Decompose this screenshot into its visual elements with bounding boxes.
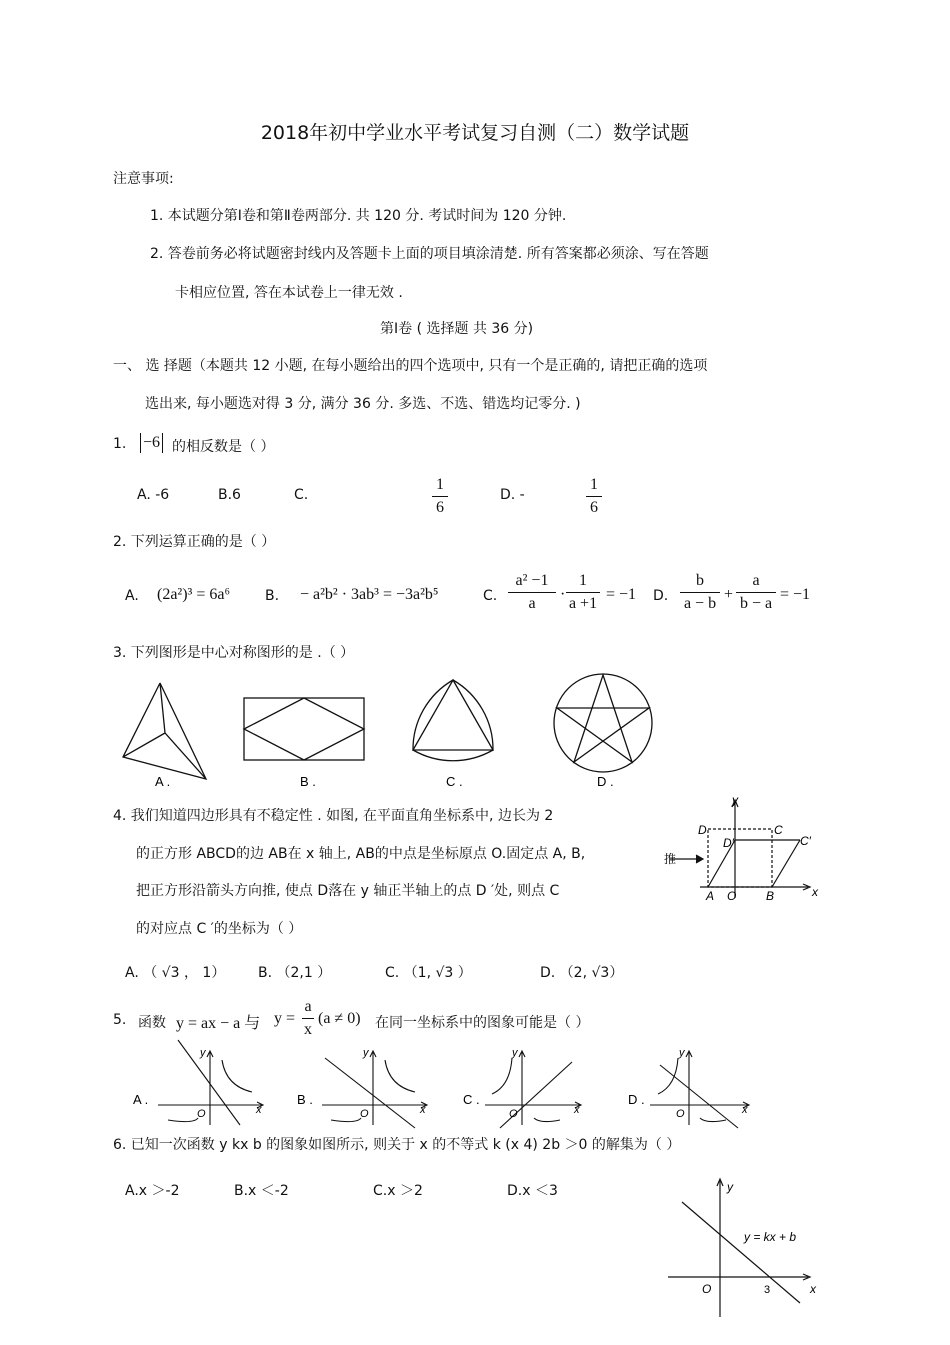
q5-func-1: y = ax − a 与 xyxy=(176,1015,261,1032)
q5-b-x: x xyxy=(420,1104,426,1116)
page-title: 2018年初中学业水平考试复习自测（二）数学试题 xyxy=(260,122,690,144)
q5-d-x: x xyxy=(742,1104,748,1116)
q6-option-b: B.x ＜-2 xyxy=(234,1183,289,1199)
q5-figure-b xyxy=(322,1051,427,1128)
q4-fig-x: x xyxy=(812,885,818,899)
q2-stem: 2. 下列运算正确的是（ ） xyxy=(113,534,276,550)
q5-label-c: C . xyxy=(463,1092,480,1107)
q2-option-b-label: B. xyxy=(265,588,280,604)
q4-figure xyxy=(660,790,840,910)
q1-option-d-fraction: 1 6 xyxy=(586,476,602,517)
q1-stem: 的相反数是（ ） xyxy=(172,439,275,455)
q1-option-a: A. -6 xyxy=(137,487,170,503)
q5-pre: 函数 xyxy=(138,1015,166,1031)
q3-label-b: B . xyxy=(300,774,316,789)
q4-fig-o: O xyxy=(727,889,737,903)
q4-line-3: 把正方形沿箭头方向推, 使点 D落在 y 轴正半轴上的点 D ′处, 则点 C xyxy=(136,883,560,899)
q3-label-c: C . xyxy=(446,774,463,789)
q5-post: 在同一坐标系中的图象可能是（ ） xyxy=(375,1015,590,1031)
q3-figure-d-star xyxy=(557,675,649,762)
q5-b-y: y xyxy=(363,1047,369,1059)
q3-figure-a xyxy=(123,683,206,779)
q6-fig-o: O xyxy=(702,1282,712,1296)
q2-option-c-rhs: = −1 xyxy=(606,586,637,603)
q6-fig-y: y xyxy=(727,1180,733,1194)
q2-option-c-dot: · xyxy=(560,586,566,603)
q5-d-y: y xyxy=(679,1047,685,1059)
q4-fig-a: A xyxy=(706,889,715,903)
q5-label-b: B . xyxy=(297,1092,313,1107)
q1-option-c-fraction: 1 6 xyxy=(432,476,448,517)
notice-item-2b: 卡相应位置, 答在本试卷上一律无效 . xyxy=(175,285,403,301)
q4-fig-push: 推 xyxy=(664,852,677,866)
q2-option-d-label: D. xyxy=(653,588,669,604)
q2-option-c-fraction-1: a² −1 a xyxy=(508,572,556,613)
q5-a-o: O xyxy=(197,1108,206,1120)
q5-figure-d xyxy=(650,1051,749,1128)
q6-fig-x: x xyxy=(810,1282,816,1296)
q2-option-d-plus: + xyxy=(724,586,734,603)
q5-fraction: a x xyxy=(304,998,312,1038)
q5-a-y: y xyxy=(200,1047,206,1059)
q6-figure xyxy=(660,1175,835,1335)
notice-item-2a: 2. 答卷前务必将试题密封线内及答题卡上面的项目填涂清楚. 所有答案都必须涂、写在答题 xyxy=(150,246,709,262)
q5-d-o: O xyxy=(676,1108,685,1120)
q6-option-c: C.x ＞2 xyxy=(373,1183,423,1199)
q3-figure-c xyxy=(413,680,493,761)
q1-option-d: D. - xyxy=(500,487,525,503)
q4-option-b: B. （2,1 ） xyxy=(258,965,332,981)
q4-option-c: C. （1, √3 ） xyxy=(385,965,472,981)
notice-item-1: 1. 本试题分第Ⅰ卷和第Ⅱ卷两部分. 共 120 分. 考试时间为 120 分钟. xyxy=(150,208,567,224)
q4-fig-dp: D′ xyxy=(723,836,734,850)
q6-option-a: A.x ＞-2 xyxy=(125,1183,180,1199)
section-1-line-2: 选出来, 每小题选对得 3 分, 满分 36 分. 多选、不选、错选均记零分. ) xyxy=(145,396,581,412)
q1-number: 1. xyxy=(113,436,127,452)
q5-figure-c xyxy=(485,1051,581,1128)
q5-figure-a xyxy=(158,1040,263,1125)
q4-option-d: D. （2, √3） xyxy=(540,965,624,981)
q4-line-4: 的对应点 C ′的坐标为（ ） xyxy=(136,921,303,937)
q4-line-2: 的正方形 ABCD的边 AB在 x 轴上, AB的中点是坐标原点 O.固定点 A, B, xyxy=(136,846,586,862)
q3-label-d: D . xyxy=(597,774,614,789)
q3-label-a: A . xyxy=(155,774,171,789)
q4-fig-b: B xyxy=(766,889,775,903)
q4-fig-cp: C′ xyxy=(800,834,811,848)
q2-option-d-rhs: = −1 xyxy=(780,586,811,603)
q2-option-a-label: A. xyxy=(125,588,139,604)
q5-condition: (a ≠ 0) xyxy=(318,1010,361,1027)
q3-figure-b xyxy=(244,698,364,760)
q3-stem: 3. 下列图形是中心对称图形的是 .（ ） xyxy=(113,645,355,661)
q6-option-d: D.x ＜3 xyxy=(507,1183,558,1199)
q4-fig-d: D xyxy=(698,823,707,837)
q4-fig-c: C xyxy=(774,823,783,837)
q5-c-o: O xyxy=(509,1108,518,1120)
q3-figure-d-circle xyxy=(554,674,652,772)
q4-option-a: A. （ √3 ， 1） xyxy=(125,965,226,981)
q6-fig-3: 3 xyxy=(764,1284,771,1296)
q5-a-x: x xyxy=(256,1104,262,1116)
q1-option-b: B.6 xyxy=(218,487,241,503)
q4-line-1: 4. 我们知道四边形具有不稳定性 . 如图, 在平面直角坐标系中, 边长为 2 xyxy=(113,808,554,824)
q5-b-o: O xyxy=(360,1108,369,1120)
section-1-line-1: 一、 选 择题（本题共 12 小题, 在每小题给出的四个选项中, 只有一个是正确的, 请把正确的选项 xyxy=(113,358,708,374)
q1-option-c: C. xyxy=(294,487,309,503)
q2-option-d-fraction-1: b a − b xyxy=(680,572,720,613)
q6-stem: 6. 已知一次函数 y kx b 的图象如图所示, 则关于 x 的不等式 k (x 4) 2b ＞0 的解集为（ ） xyxy=(113,1137,681,1153)
q6-fig-eq: y = kx + b xyxy=(744,1230,797,1244)
q4-fig-y: y xyxy=(732,793,738,807)
q5-number: 5. xyxy=(113,1012,127,1028)
q5-func-2: y = xyxy=(274,1010,296,1027)
q5-label-a: A . xyxy=(133,1092,149,1107)
q5-c-y: y xyxy=(512,1047,518,1059)
notice-heading: 注意事项: xyxy=(113,171,174,187)
q5-figures xyxy=(0,1040,950,1130)
q2-option-a-expr: (2a²)³ = 6a⁶ xyxy=(157,586,231,603)
q2-option-c-fraction-2: 1 a +1 xyxy=(566,572,600,613)
q2-option-b-expr: − a²b² · 3ab³ = −3a²b⁵ xyxy=(300,586,439,603)
q3-figure-c-triangle xyxy=(413,680,493,750)
q1-absolute-value: −6 xyxy=(140,433,163,453)
part-1-heading: 第Ⅰ卷 ( 选择题 共 36 分) xyxy=(380,321,534,337)
q3-figure-b-rhombus xyxy=(244,698,364,760)
q5-label-d: D . xyxy=(628,1092,645,1107)
q2-option-d-fraction-2: a b − a xyxy=(736,572,776,613)
q2-option-c-label: C. xyxy=(483,588,498,604)
q5-c-x: x xyxy=(574,1104,580,1116)
